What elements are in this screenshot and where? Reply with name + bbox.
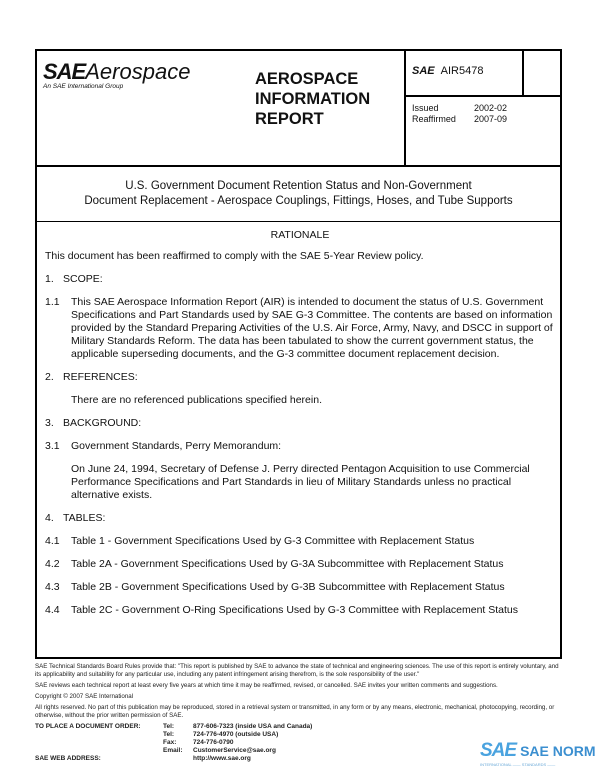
sae-mark-icon: SAE (412, 65, 435, 77)
document-body (45, 223, 555, 627)
reaffirmed-label: Reaffirmed (412, 114, 456, 124)
section-title: Government Standards, Perry Memorandum: (71, 440, 282, 452)
section-scope (45, 273, 555, 286)
section-title: BACKGROUND: (63, 417, 142, 429)
sae-aerospace-logo (43, 59, 190, 90)
email-link[interactable]: CustomerService@sae.org (193, 747, 276, 754)
issued-value: 2002-02 (474, 103, 508, 113)
table-item (45, 581, 555, 594)
report-type-line: REPORT (255, 110, 324, 128)
section-background (45, 417, 555, 430)
document-title (37, 167, 560, 222)
section-number: 4.2 (45, 558, 60, 570)
table-title: Table 2C - Government O-Ring Specifications Used by G-3 Committee with Replacement Status (71, 604, 519, 616)
section-number: 3. (45, 417, 54, 429)
section-title: SCOPE: (63, 273, 103, 285)
sae-logo-icon: SAE (480, 740, 517, 761)
rationale-heading: RATIONALE (270, 229, 330, 241)
section-1-1 (45, 296, 555, 361)
order-label: TO PLACE A DOCUMENT ORDER: (35, 723, 141, 730)
doc-number: AIR5478 (440, 65, 484, 77)
report-type-line: AEROSPACE (255, 70, 359, 88)
table-item (45, 535, 555, 548)
section-title: REFERENCES: (63, 371, 138, 383)
table-title: Table 1 - Government Specifications Used by G-3 Committee with Replacement Status (71, 535, 475, 547)
watermark-name: SAE NORM (520, 743, 596, 759)
section-3-1 (45, 440, 555, 453)
report-type (255, 69, 370, 129)
logo-aerospace: Aerospace (85, 59, 191, 84)
document-frame (35, 49, 562, 659)
report-type-line: INFORMATION (255, 90, 371, 108)
footer-copyright: Copyright © 2007 SAE International (35, 693, 134, 700)
footer-rights: All rights reserved. No part of this publication may be reproduced, stored in a retrieval system or transmitted, in any form or by any means, electronic, mechanical, photocopying, recording, or otherwise, without the prior written permission of SAE. (35, 704, 555, 719)
footer-rules: SAE Technical Standards Board Rules provide that: "This report is published by SAE to advance the state of technical and engineering sciences. The use of this report is entirely voluntary, and its applicability and suitability for any particular use, including any patent infringement arising therefrom, is the sole responsibility of the user." (35, 663, 559, 678)
background-text: On June 24, 1994, Secretary of Defense J. Perry directed Pentagon Acquisition to use Commercial Performance Specifications and Part Standards in lieu of Military Standards unless no practical alternative exists. (71, 463, 530, 501)
section-number: 1.1 (45, 296, 60, 308)
section-references (45, 371, 555, 384)
section-number: 3.1 (45, 440, 60, 452)
logo-sae: SAE (43, 59, 86, 84)
tel-label: Tel: (163, 723, 175, 730)
tel-outside: 724-776-4970 (outside USA) (193, 731, 279, 738)
section-tables (45, 512, 555, 525)
title-line: U.S. Government Document Retention Status and Non-Government (125, 180, 472, 192)
web-link[interactable]: http://www.sae.org (193, 755, 251, 762)
header (37, 51, 560, 167)
section-number: 4. (45, 512, 54, 524)
table-item (45, 558, 555, 571)
doc-number-cell (406, 51, 562, 97)
tel-label: Tel: (163, 731, 175, 738)
table-title: Table 2A - Government Specifications Used by G-3A Subcommittee with Replacement Status (71, 558, 504, 570)
section-text: This SAE Aerospace Information Report (AIR) is intended to document the status of U.S. Government Specifications and Part Standards used by SAE G-3 Committee. The contents are based on information provided by the Standard Preparing Activities of the U.S. Air Force, Army, Navy, and DSCC in support of Military Standards Reform. The data has been tabulated to show the current government status, the applicable superseding documents, and the G-3 committee document replacement decision. (71, 296, 553, 360)
section-title: TABLES: (63, 512, 106, 524)
email-label: Email: (163, 747, 183, 754)
section-number: 1. (45, 273, 54, 285)
blank-cell (522, 51, 564, 95)
issued-label: Issued (412, 103, 439, 113)
fax-number: 724-776-0790 (193, 739, 234, 746)
section-number: 4.4 (45, 604, 60, 616)
sae-norm-watermark (480, 740, 596, 767)
web-label: SAE WEB ADDRESS: (35, 755, 101, 762)
logo-subtitle: An SAE International Group (43, 83, 124, 90)
section-number: 4.1 (45, 535, 60, 547)
table-item (45, 604, 555, 617)
reaffirmed-value: 2007-09 (474, 114, 508, 124)
footer-review: SAE reviews each technical report at least every five years at which time it may be reaffirmed, revised, or cancelled. SAE invites your written comments and suggestions. (35, 682, 498, 689)
references-text: There are no referenced publications specified herein. (71, 394, 322, 406)
doc-dates (412, 103, 507, 125)
section-number: 4.3 (45, 581, 60, 593)
section-number: 2. (45, 371, 54, 383)
watermark-sub: INTERNATIONAL —— STANDARDS —— (480, 762, 556, 767)
title-line: Document Replacement - Aerospace Couplings, Fittings, Hoses, and Tube Supports (84, 195, 513, 207)
fax-label: Fax: (163, 739, 177, 746)
tel-inside: 877-606-7323 (inside USA and Canada) (193, 723, 313, 730)
table-title: Table 2B - Government Specifications Used by G-3B Subcommittee with Replacement Status (71, 581, 505, 593)
doc-info-box (404, 51, 562, 165)
rationale-text: This document has been reaffirmed to comply with the SAE 5-Year Review policy. (45, 250, 424, 262)
